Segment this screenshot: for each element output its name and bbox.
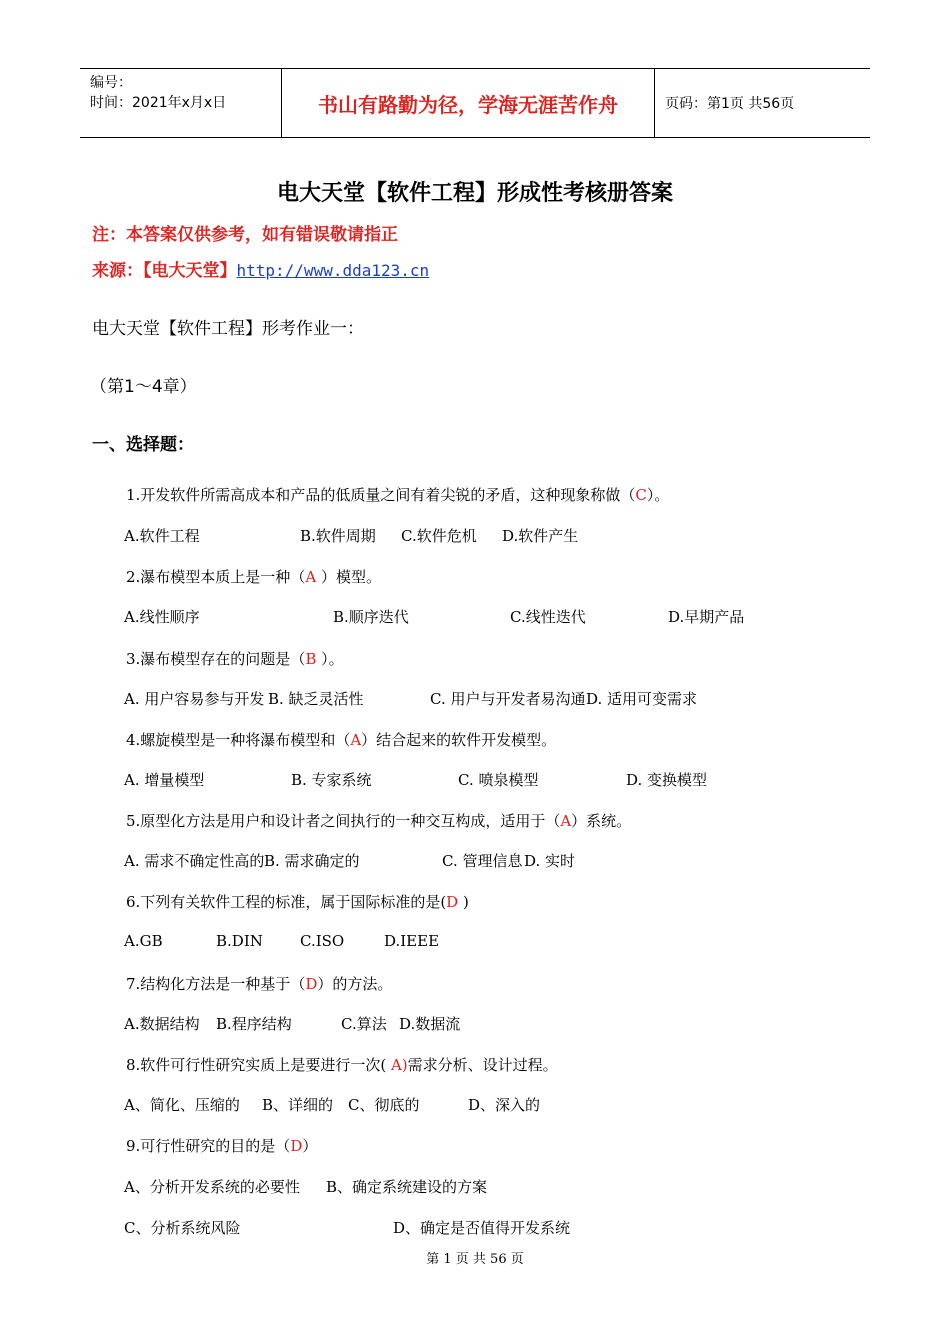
option-a: A. 需求不确定性高的	[124, 852, 265, 870]
option-d: D.数据流	[399, 1015, 461, 1033]
question-text-end: 需求分析、设计过程。	[407, 1056, 558, 1074]
question-text-end: ）。	[646, 486, 670, 504]
option-b: B. 专家系统	[291, 771, 372, 789]
option-d: D、深入的	[468, 1096, 541, 1114]
question-text-end: ）结合起来的软件开发模型。	[361, 731, 557, 749]
question-text: 6.下列有关软件工程的标准，属于国际标准的是(	[126, 893, 447, 911]
question-text: 9.可行性研究的目的是（	[126, 1137, 291, 1155]
chapter-range: （第1～4章）	[90, 377, 197, 397]
option-c: C.ISO	[300, 932, 345, 950]
document-title: 电大天堂【软件工程】形成性考核册答案	[276, 181, 673, 206]
header-page-info: 页码：第1页 共56页	[665, 96, 795, 112]
header-meta	[80, 69, 281, 137]
header-motto: 书山有路勤为径，学海无涯苦作舟	[281, 69, 655, 137]
question-text-end: ）的方法。	[317, 975, 393, 993]
section-title: 一、选择题：	[92, 435, 194, 455]
question-text-end: )	[462, 893, 469, 911]
option-d: D.IEEE	[384, 932, 440, 950]
option-b: B. 需求确定的	[264, 852, 360, 870]
question-6	[126, 891, 469, 912]
option-d: D. 适用可变需求	[586, 690, 698, 708]
option-b: B.DIN	[216, 932, 263, 950]
option-b: B、详细的	[262, 1096, 334, 1114]
question-2	[126, 566, 381, 587]
number-label: 编号：	[90, 75, 132, 91]
answer-mark: A	[305, 568, 321, 586]
question-4	[126, 729, 556, 750]
question-text: 7.结构化方法是一种基于（	[126, 975, 306, 993]
option-c: C.软件危机	[401, 527, 477, 545]
time-label: 时间：2021年x月x日	[90, 95, 227, 111]
answer-mark: A	[560, 812, 572, 830]
option-a: A. 用户容易参与开发	[124, 690, 265, 708]
question-text: 2.瀑布模型本质上是一种（	[126, 568, 306, 586]
question-text-end: ）。	[321, 650, 344, 668]
option-a: A. 增量模型	[124, 771, 205, 789]
answer-mark: D	[305, 975, 318, 993]
option-a: A、分析开发系统的必要性	[124, 1178, 300, 1196]
option-c: C.线性迭代	[510, 608, 586, 626]
option-a: A.软件工程	[124, 527, 200, 545]
option-b: B. 缺乏灵活性	[268, 690, 364, 708]
option-a: A、简化、压缩的	[124, 1096, 240, 1114]
question-text-end: ）模型。	[320, 568, 381, 586]
question-text: 5.原型化方法是用户和设计者之间执行的一种交互构成，适用于（	[126, 812, 561, 830]
answer-mark: D	[446, 893, 463, 911]
page-header	[80, 68, 870, 138]
option-c: C. 喷泉模型	[458, 771, 539, 789]
question-text: 1.开发软件所需高成本和产品的低质量之间有着尖锐的矛盾，这种现象称做（	[126, 486, 636, 504]
option-c: C. 用户与开发者易沟通	[430, 690, 586, 708]
question-8	[126, 1054, 558, 1075]
question-9	[126, 1135, 317, 1156]
question-text-end: ）系统。	[571, 812, 632, 830]
question-text: 3.瀑布模型存在的问题是（	[126, 650, 306, 668]
question-5	[126, 810, 631, 831]
question-text: 8.软件可行性研究实质上是要进行一次(	[126, 1056, 387, 1074]
assignment-title: 电大天堂【软件工程】形考作业一：	[92, 319, 364, 339]
option-b: B.顺序迭代	[333, 608, 409, 626]
option-d: D.早期产品	[668, 608, 745, 626]
question-1	[126, 484, 669, 505]
source-link[interactable]: http://www.dda123.cn	[236, 261, 430, 280]
option-c: C. 管理信息	[442, 852, 523, 870]
option-a: A.数据结构	[124, 1015, 200, 1033]
page-footer: 第 1 页 共 56 页	[426, 1252, 524, 1267]
source-label: 来源：【电大天堂】	[92, 261, 237, 281]
option-b: B.程序结构	[216, 1015, 292, 1033]
option-c: C.算法	[341, 1015, 387, 1033]
question-7	[126, 973, 392, 994]
question-text: 4.螺旋模型是一种将瀑布模型和（	[126, 731, 351, 749]
option-b: B、确定系统建设的方案	[326, 1178, 488, 1196]
answer-mark: B	[305, 650, 322, 668]
option-d: D. 变换模型	[626, 771, 708, 789]
answer-mark: A)	[386, 1056, 408, 1074]
answer-mark: D	[290, 1137, 303, 1155]
option-d: D、确定是否值得开发系统	[393, 1219, 571, 1237]
disclaimer-note: 注：本答案仅供参考，如有错误敬请指正	[92, 225, 398, 245]
option-d: D. 实时	[524, 852, 576, 870]
option-d: D.软件产生	[502, 527, 579, 545]
option-c: C、彻底的	[348, 1096, 420, 1114]
source-line	[92, 256, 429, 281]
answer-mark: A	[350, 731, 362, 749]
option-a: A.GB	[124, 932, 163, 950]
answer-mark: C	[635, 486, 647, 504]
question-text-end: ）	[302, 1137, 318, 1155]
option-b: B.软件周期	[300, 527, 376, 545]
option-c: C、分析系统风险	[124, 1219, 241, 1237]
question-3	[126, 648, 344, 669]
option-a: A.线性顺序	[124, 608, 200, 626]
